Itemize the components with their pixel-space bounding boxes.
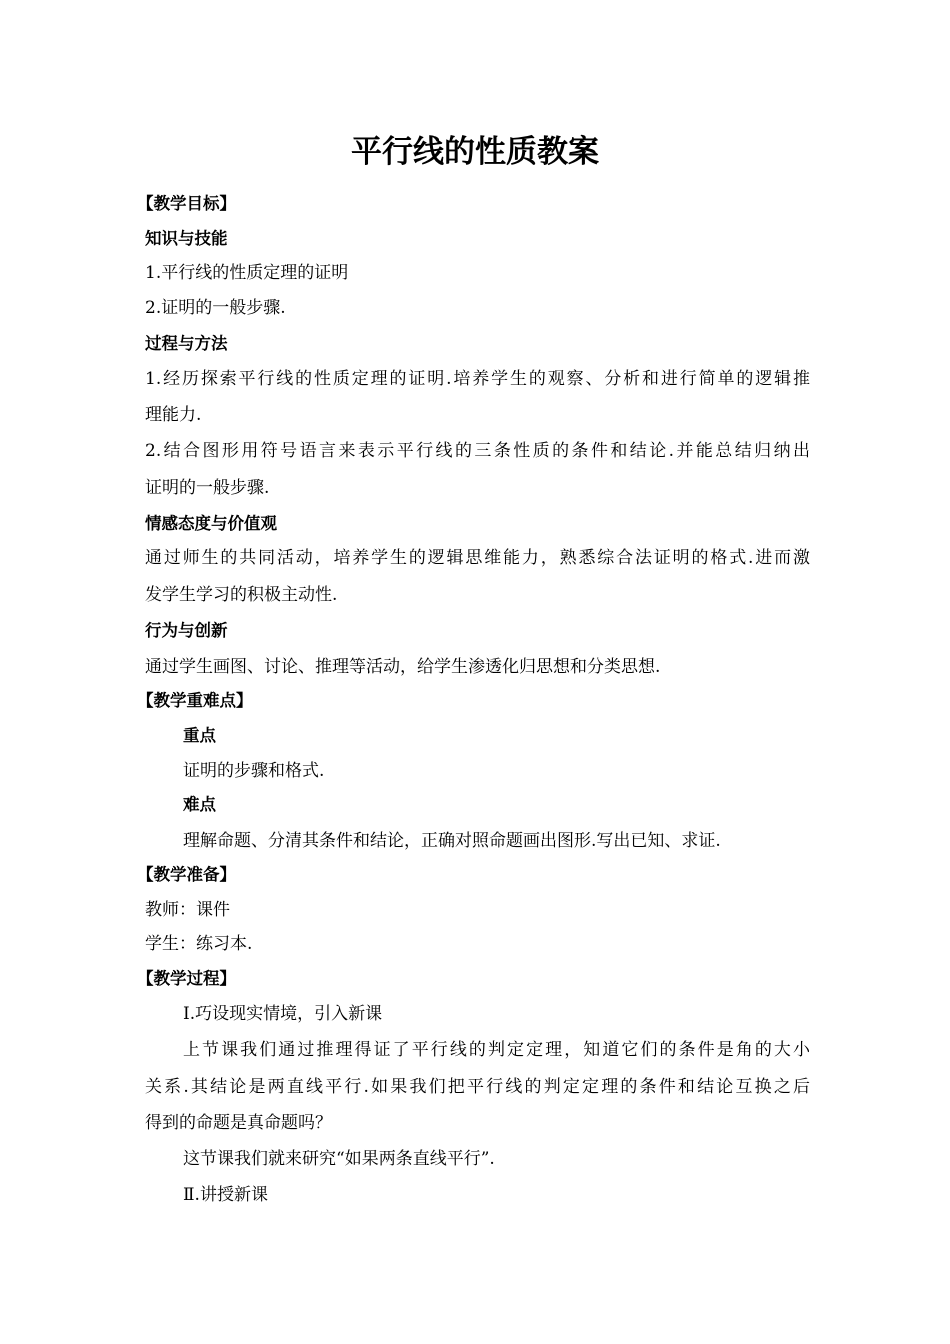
prep-teacher: 教师：课件 — [145, 900, 230, 920]
process-item-2-line-1: 2.结合图形用符号语言来表示平行线的三条性质的条件和结论.并能总结归纳出 — [145, 441, 810, 461]
behavior-line-1: 通过学生画图、讨论、推理等活动，给学生渗透化归思想和分类思想. — [145, 657, 661, 677]
subheading-behavior: 行为与创新 — [145, 621, 228, 640]
section-heading-keypoints: 【教学重难点】 — [137, 691, 253, 710]
key-text: 证明的步骤和格式. — [183, 761, 325, 781]
difficulty-text: 理解命题、分清其条件和结论，正确对照命题画出图形.写出已知、求证. — [183, 831, 721, 851]
section-heading-objectives: 【教学目标】 — [137, 194, 236, 213]
knowledge-item-1: 1.平行线的性质定理的证明 — [145, 263, 349, 283]
prep-student: 学生：练习本. — [145, 934, 253, 954]
section-heading-prep: 【教学准备】 — [137, 865, 236, 884]
step-1-paragraph-line-1: 上节课我们通过推理得证了平行线的判定定理，知道它们的条件是角的大小 — [183, 1040, 810, 1060]
attitude-line-2: 发学生学习的积极主动性. — [145, 585, 338, 605]
step-2-title: Ⅱ.讲授新课 — [183, 1185, 268, 1205]
subheading-knowledge: 知识与技能 — [145, 229, 228, 248]
process-item-2-line-2: 证明的一般步骤. — [145, 478, 270, 498]
subheading-attitude: 情感态度与价值观 — [145, 514, 277, 533]
step-1-title: Ⅰ.巧设现实情境，引入新课 — [183, 1004, 383, 1024]
knowledge-item-2: 2.证明的一般步骤. — [145, 298, 286, 318]
process-item-1-line-2: 理能力. — [145, 405, 202, 425]
section-heading-process: 【教学过程】 — [137, 969, 236, 988]
process-item-1-line-1: 1.经历探索平行线的性质定理的证明.培养学生的观察、分析和进行简单的逻辑推 — [145, 369, 810, 389]
page-title: 平行线的性质教案 — [351, 134, 599, 170]
subheading-key: 重点 — [183, 726, 216, 745]
attitude-line-1: 通过师生的共同活动，培养学生的逻辑思维能力，熟悉综合法证明的格式.进而激 — [145, 548, 810, 568]
step-1-paragraph-2: 这节课我们就来研究“如果两条直线平行”. — [183, 1149, 495, 1169]
subheading-difficulty: 难点 — [183, 795, 216, 814]
subheading-process: 过程与方法 — [145, 334, 228, 353]
step-1-paragraph-line-2: 关系.其结论是两直线平行.如果我们把平行线的判定定理的条件和结论互换之后 — [145, 1077, 810, 1097]
step-1-paragraph-line-3: 得到的命题是真命题吗？ — [145, 1113, 332, 1133]
